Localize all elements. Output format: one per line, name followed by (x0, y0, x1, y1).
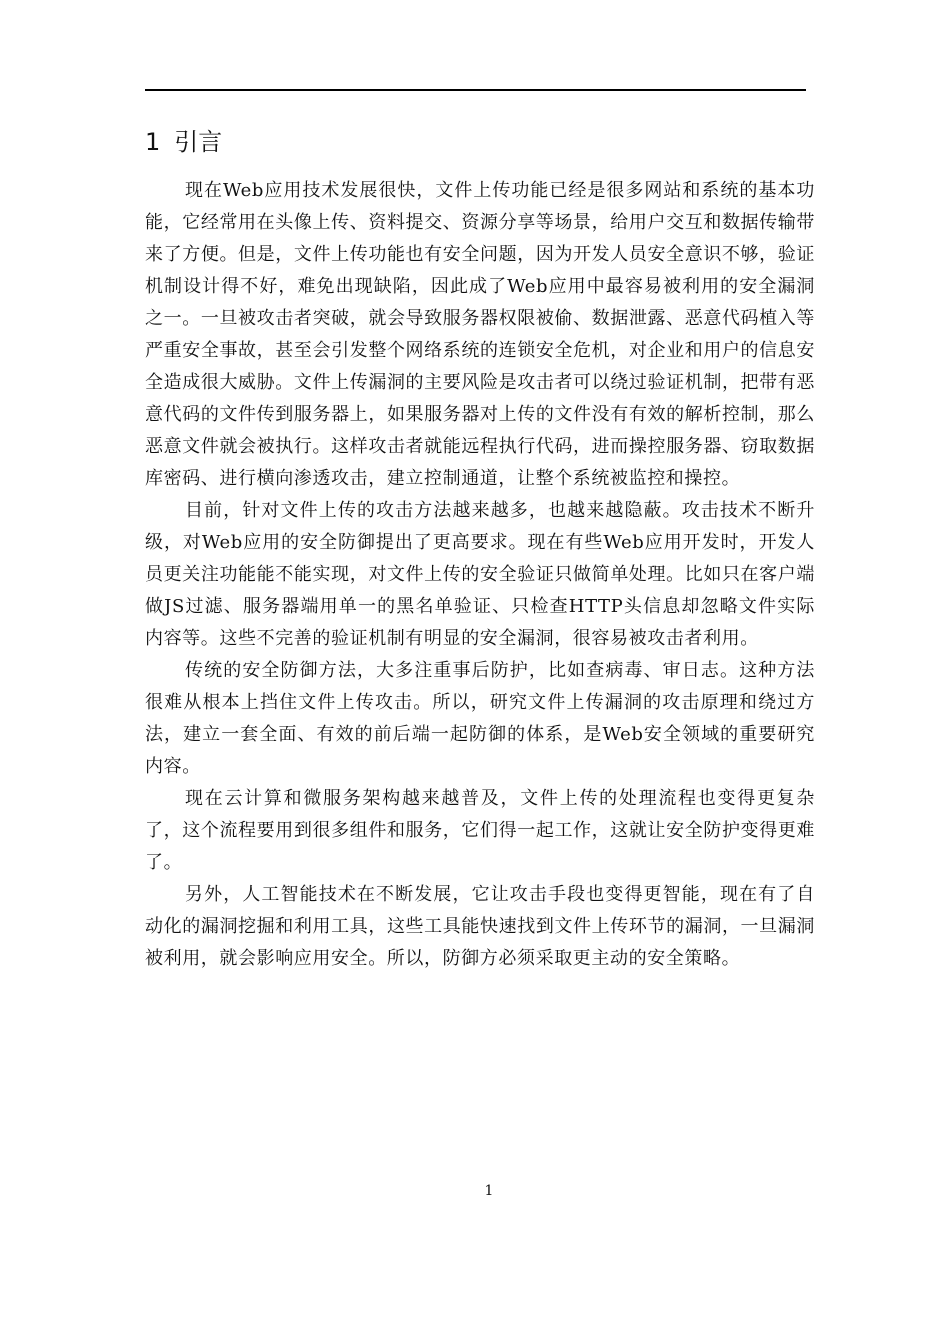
body-text (145, 175, 815, 975)
paragraph-2: 目前，针对文件上传的攻击方法越来越多，也越来越隐蔽。攻击技术不断升级，对Web应用的安全防御提出了更高要求。现在有些Web应用开发时，开发人员更关注功能能不能实现，对文件上传的安全验证只做简单处理。比如只在客户端做JS过滤、服务器端用单一的黑名单验证、只检查HTTP头信息却忽略文件实际内容等。这些不完善的验证机制有明显的安全漏洞，很容易被攻击者利用。 (145, 500, 815, 649)
section-title: 引言 (174, 128, 223, 156)
page-number: 1 (484, 1183, 494, 1199)
paragraph-4: 现在云计算和微服务架构越来越普及，文件上传的处理流程也变得更复杂了，这个流程要用到很多组件和服务，它们得一起工作，这就让安全防护变得更难了。 (145, 788, 815, 873)
section-number: 1 (145, 128, 161, 156)
paragraph-1: 现在Web应用技术发展很快，文件上传功能已经是很多网站和系统的基本功能，它经常用在头像上传、资料提交、资源分享等场景，给用户交互和数据传输带来了方便。但是，文件上传功能也有安全问题，因为开发人员安全意识不够，验证机制设计得不好，难免出现缺陷，因此成了Web应用中最容易被利用的安全漏洞之一。一旦被攻击者突破，就会导致服务器权限被偷、数据泄露、恶意代码植入等严重安全事故，甚至会引发整个网络系统的连锁安全危机，对企业和用户的信息安全造成很大威胁。文件上传漏洞的主要风险是攻击者可以绕过验证机制，把带有恶意代码的文件传到服务器上，如果服务器对上传的文件没有有效的解析控制，那么恶意文件就会被执行。这样攻击者就能远程执行代码，进而操控服务器、窃取数据库密码、进行横向渗透攻击，建立控制通道，让整个系统被监控和操控。 (145, 180, 815, 489)
section-heading (145, 124, 222, 160)
header-rule (145, 89, 806, 91)
paragraph-3: 传统的安全防御方法，大多注重事后防护，比如查病毒、审日志。这种方法很难从根本上挡住文件上传攻击。所以，研究文件上传漏洞的攻击原理和绕过方法，建立一套全面、有效的前后端一起防御的体系，是Web安全领域的重要研究内容。 (145, 660, 815, 777)
paragraph-5: 另外，人工智能技术在不断发展，它让攻击手段也变得更智能，现在有了自动化的漏洞挖掘和利用工具，这些工具能快速找到文件上传环节的漏洞，一旦漏洞被利用，就会影响应用安全。所以，防御方必须采取更主动的安全策略。 (145, 884, 815, 969)
